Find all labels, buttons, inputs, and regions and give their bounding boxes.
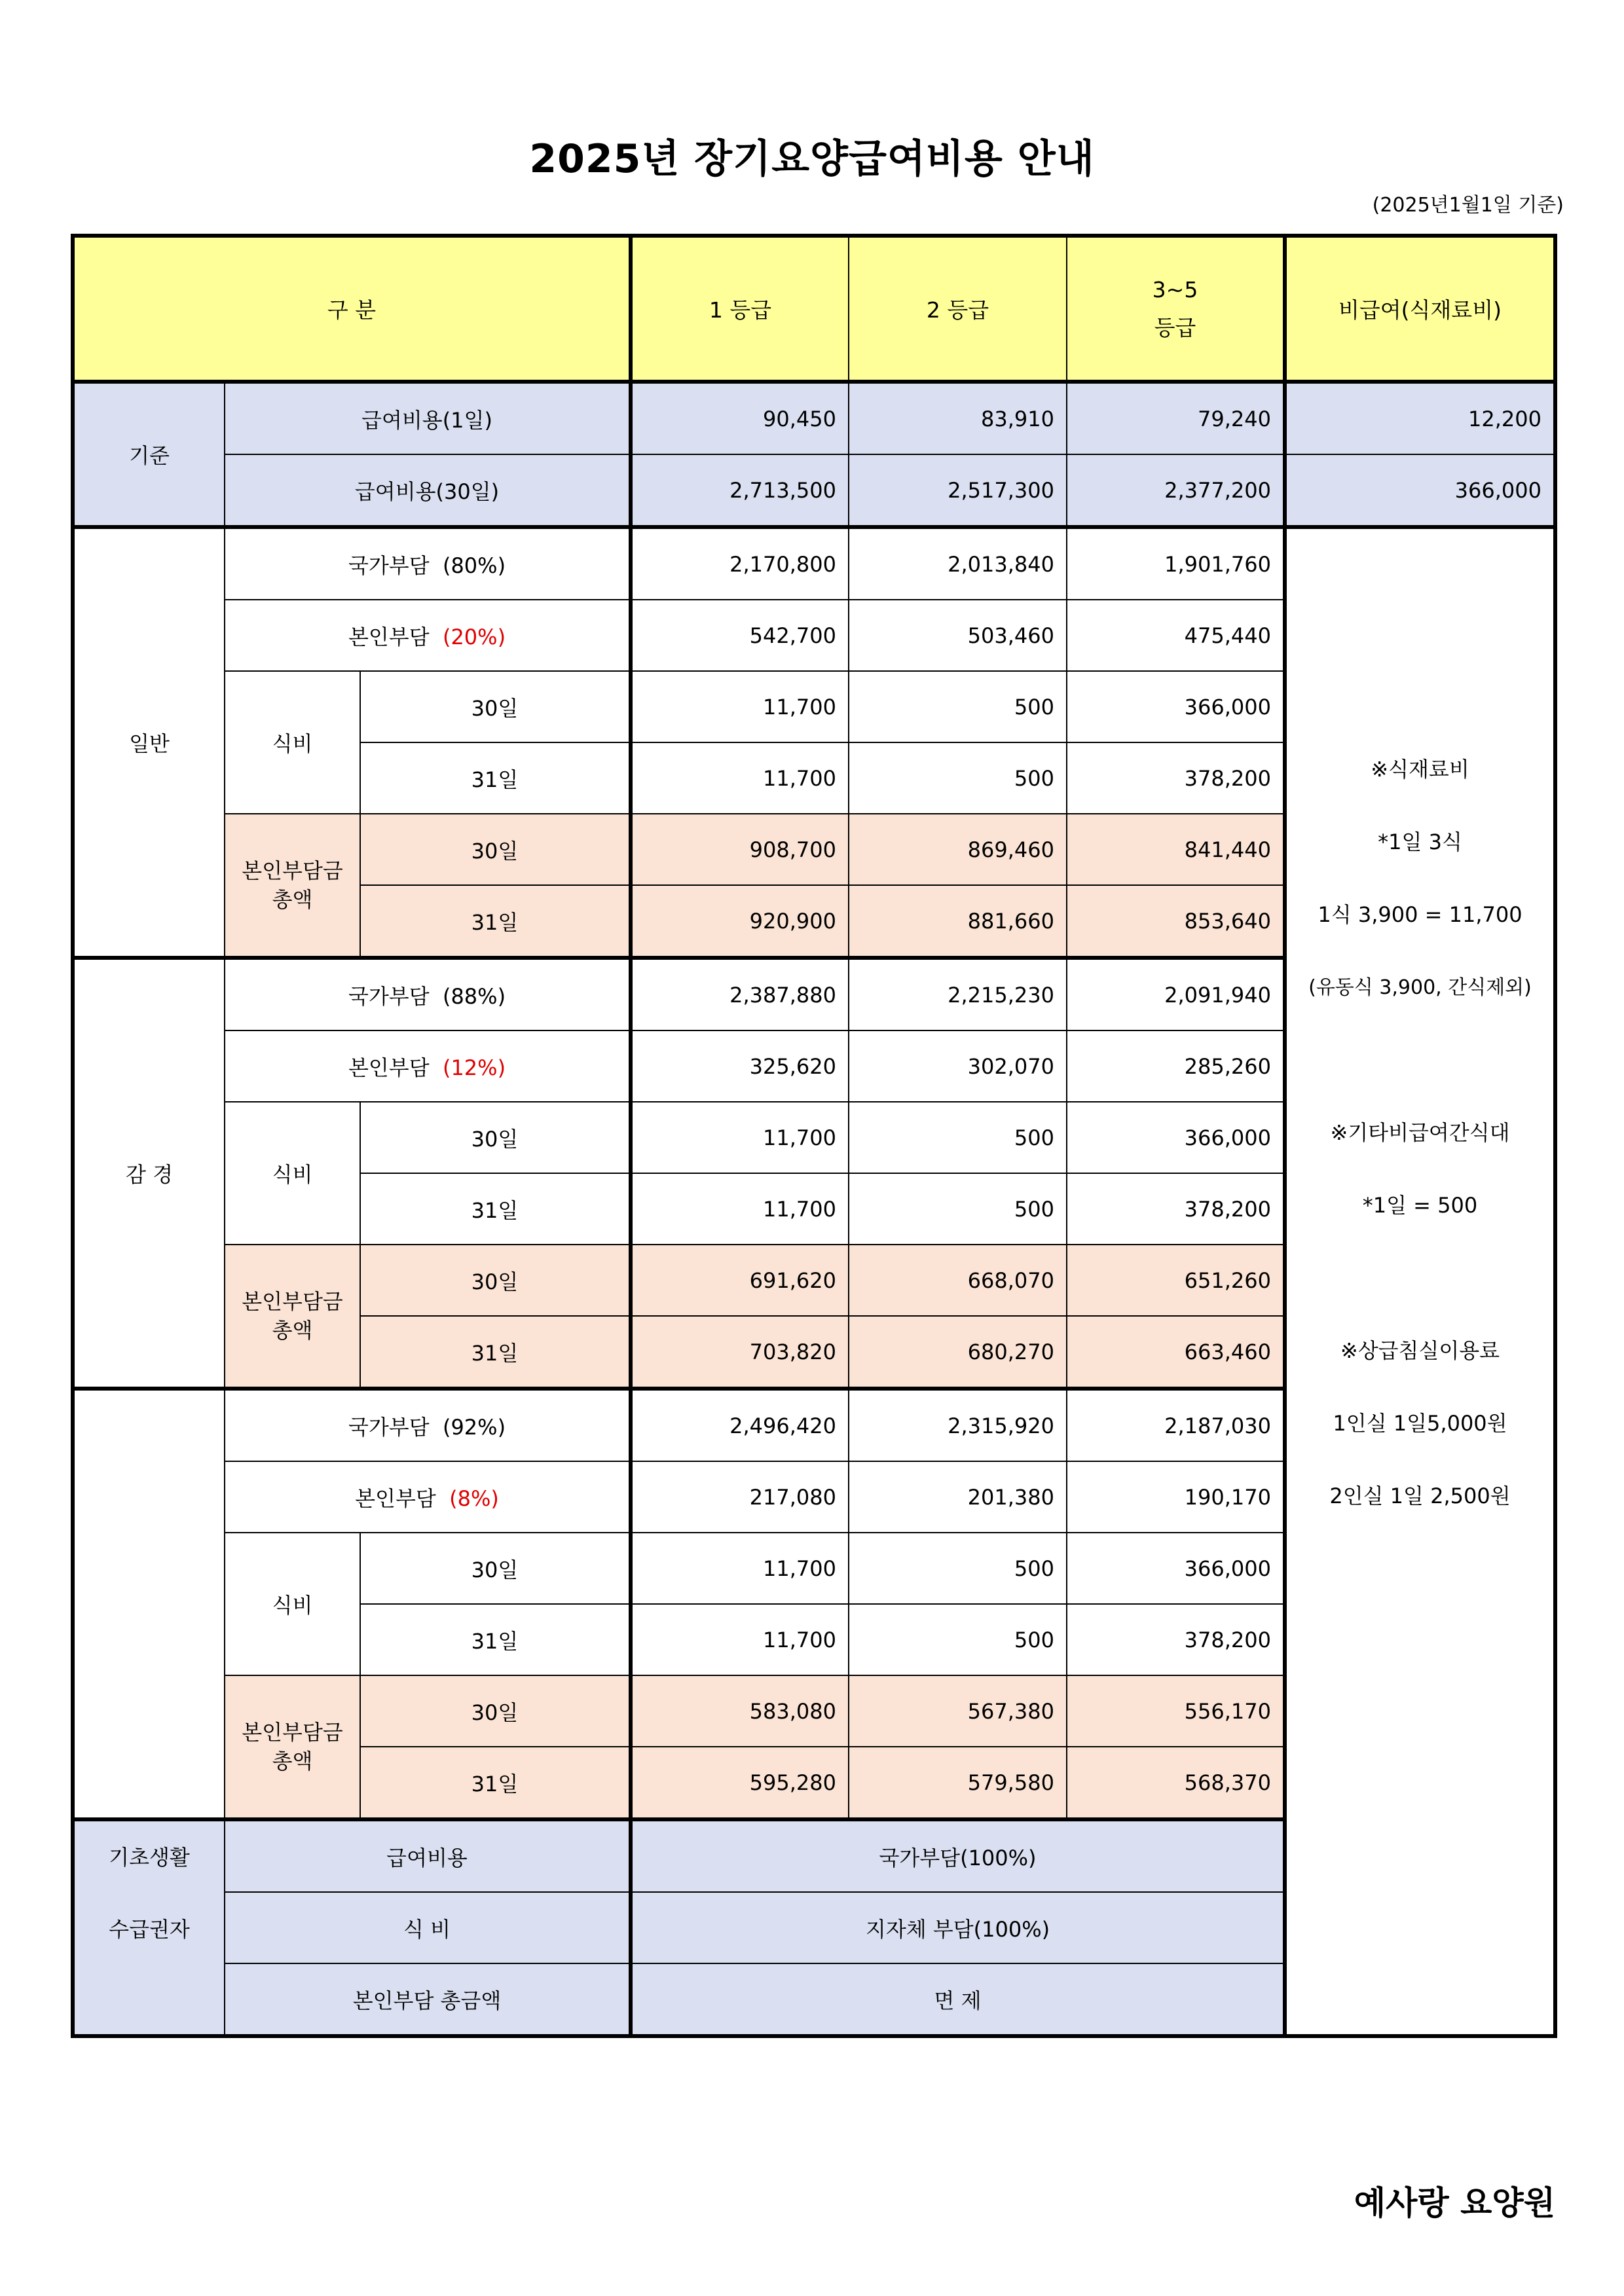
group3-self-g2: 201,380 <box>849 1461 1067 1533</box>
reduced-state-label: 국가부담 (88%) <box>225 958 631 1030</box>
reduced-state-g35: 2,091,940 <box>1067 958 1285 1030</box>
reduced-total31-g1: 703,820 <box>631 1316 849 1389</box>
group3-meal31-day: 31일 <box>360 1604 631 1675</box>
general-state-g2: 2,013,840 <box>849 527 1067 600</box>
general-state-g35: 1,901,760 <box>1067 527 1285 600</box>
general-total30-g35: 841,440 <box>1067 814 1285 885</box>
general-total30-g1: 908,700 <box>631 814 849 885</box>
standard-month-label: 급여비용(30일) <box>225 454 631 527</box>
reduced-total30-g35: 651,260 <box>1067 1245 1285 1316</box>
group3-meal30-g1: 11,700 <box>631 1533 849 1604</box>
general-self-g35: 475,440 <box>1067 600 1285 671</box>
header-grade35-line1: 3~5 <box>1152 276 1198 302</box>
header-grade35 <box>1067 236 1285 382</box>
standard-row-day <box>73 382 1555 454</box>
reduced-meal31-g1: 11,700 <box>631 1173 849 1245</box>
header-grade35-line2: 등급 <box>1154 314 1196 340</box>
reduced-meal30-g1: 11,700 <box>631 1102 849 1173</box>
general-meal30-g2: 500 <box>849 671 1067 742</box>
group3-total-label: 본인부담금 총액 <box>225 1675 360 1819</box>
general-total31-g35: 853,640 <box>1067 885 1285 958</box>
general-meal30-g1: 11,700 <box>631 671 849 742</box>
note-line: ※상급침실이용료 <box>1340 1338 1500 1363</box>
general-total31-g1: 920,900 <box>631 885 849 958</box>
reduced-total31-g2: 680,270 <box>849 1316 1067 1389</box>
group3-meal31-g1: 11,700 <box>631 1604 849 1675</box>
group3-self-label: 본인부담 (8%) <box>225 1461 631 1533</box>
group3-meal30-g2: 500 <box>849 1533 1067 1604</box>
note-line: 1인실 1일5,000원 <box>1333 1411 1507 1436</box>
general-total30-day: 30일 <box>360 814 631 885</box>
reduced-total-label: 본인부담금 총액 <box>225 1245 360 1389</box>
note-line: ※식재료비 <box>1371 757 1469 782</box>
general-state-row <box>73 527 1555 600</box>
group3-meal31-g2: 500 <box>849 1604 1067 1675</box>
general-self-label: 본인부담 (20%) <box>225 600 631 671</box>
general-state-label: 국가부담 (80%) <box>225 527 631 600</box>
group3-self-g35: 190,170 <box>1067 1461 1285 1533</box>
basic-benefit-value: 국가부담(100%) <box>631 1819 1285 1892</box>
general-meal-label: 식비 <box>225 671 360 814</box>
cost-table <box>71 234 1557 2038</box>
reduced-self-g2: 302,070 <box>849 1030 1067 1102</box>
standard-day-meal: 12,200 <box>1285 382 1555 454</box>
standard-day-label: 급여비용(1일) <box>225 382 631 454</box>
reduced-self-label: 본인부담 (12%) <box>225 1030 631 1102</box>
header-grade1: 1 등급 <box>631 236 849 382</box>
general-meal31-day: 31일 <box>360 742 631 814</box>
group3-meal30-g35: 366,000 <box>1067 1533 1285 1604</box>
basic-meal-value: 지자체 부담(100%) <box>631 1892 1285 1963</box>
reduced-self-g35: 285,260 <box>1067 1030 1285 1102</box>
reduced-meal30-g35: 366,000 <box>1067 1102 1285 1173</box>
notes-panel <box>1285 527 1555 2036</box>
reduced-total30-g2: 668,070 <box>849 1245 1067 1316</box>
general-meal31-g1: 11,700 <box>631 742 849 814</box>
group3-total30-g1: 583,080 <box>631 1675 849 1747</box>
standard-month-g1: 2,713,500 <box>631 454 849 527</box>
reduced-meal30-day: 30일 <box>360 1102 631 1173</box>
general-total31-g2: 881,660 <box>849 885 1067 958</box>
group3-meal-label: 식비 <box>225 1533 360 1675</box>
reduced-state-g1: 2,387,880 <box>631 958 849 1030</box>
note-line: ※기타비급여간식대 <box>1330 1120 1510 1145</box>
note-line <box>1299 1024 1541 1097</box>
note-line: *1일 3식 <box>1378 829 1462 854</box>
standard-day-g35: 79,240 <box>1067 382 1285 454</box>
note-line: 2인실 1일 2,500원 <box>1329 1484 1511 1508</box>
group3-total31-day: 31일 <box>360 1747 631 1819</box>
reduced-total31-g35: 663,460 <box>1067 1316 1285 1389</box>
group3-total31-g1: 595,280 <box>631 1747 849 1819</box>
standard-row-month <box>73 454 1555 527</box>
group3-total30-day: 30일 <box>360 1675 631 1747</box>
group-label-general: 일반 <box>73 527 225 958</box>
group3-total30-g35: 556,170 <box>1067 1675 1285 1747</box>
group3-total31-g2: 579,580 <box>849 1747 1067 1819</box>
basic-living-label: 기초생활 수급권자 <box>73 1819 225 2036</box>
general-total31-day: 31일 <box>360 885 631 958</box>
group3-state-g1: 2,496,420 <box>631 1389 849 1461</box>
group3-total31-g35: 568,370 <box>1067 1747 1285 1819</box>
basic-benefit-label: 급여비용 <box>225 1819 631 1892</box>
group3-state-g2: 2,315,920 <box>849 1389 1067 1461</box>
general-meal31-g2: 500 <box>849 742 1067 814</box>
group3-state-g35: 2,187,030 <box>1067 1389 1285 1461</box>
header-row <box>73 236 1555 382</box>
header-grade2: 2 등급 <box>849 236 1067 382</box>
reduced-total30-g1: 691,620 <box>631 1245 849 1316</box>
basis-date: (2025년1월1일 기준) <box>1372 194 1564 217</box>
standard-month-meal: 366,000 <box>1285 454 1555 527</box>
reduced-meal31-g2: 500 <box>849 1173 1067 1245</box>
reduced-total31-day: 31일 <box>360 1316 631 1389</box>
general-meal31-g35: 378,200 <box>1067 742 1285 814</box>
basic-total-value: 면 제 <box>631 1963 1285 2036</box>
header-non-covered: 비급여(식재료비) <box>1285 236 1555 382</box>
reduced-meal31-g35: 378,200 <box>1067 1173 1285 1245</box>
note-line <box>1299 1242 1541 1315</box>
group3-meal31-g35: 378,200 <box>1067 1604 1285 1675</box>
note-line: 1식 3,900 = 11,700 <box>1318 902 1522 927</box>
page-title: 2025년 장기요양급여비용 안내 <box>529 136 1095 182</box>
basic-total-label: 본인부담 총금액 <box>225 1963 631 2036</box>
reduced-total30-day: 30일 <box>360 1245 631 1316</box>
standard-month-g35: 2,377,200 <box>1067 454 1285 527</box>
general-state-g1: 2,170,800 <box>631 527 849 600</box>
general-meal30-g35: 366,000 <box>1067 671 1285 742</box>
general-self-g1: 542,700 <box>631 600 849 671</box>
standard-label: 기준 <box>73 382 225 527</box>
group3-self-g1: 217,080 <box>631 1461 849 1533</box>
reduced-state-g2: 2,215,230 <box>849 958 1067 1030</box>
group3-meal30-day: 30일 <box>360 1533 631 1604</box>
header-category: 구 분 <box>73 236 631 382</box>
note-line: *1일 = 500 <box>1362 1193 1478 1218</box>
general-self-g2: 503,460 <box>849 600 1067 671</box>
reduced-meal-label: 식비 <box>225 1102 360 1245</box>
group-label-third <box>73 1389 225 1819</box>
group3-state-label: 국가부담 (92%) <box>225 1389 631 1461</box>
group-label-reduced: 감 경 <box>73 958 225 1389</box>
group3-total30-g2: 567,380 <box>849 1675 1067 1747</box>
basic-meal-label: 식 비 <box>225 1892 631 1963</box>
reduced-meal30-g2: 500 <box>849 1102 1067 1173</box>
reduced-self-g1: 325,620 <box>631 1030 849 1102</box>
standard-day-g2: 83,910 <box>849 382 1067 454</box>
note-line: (유동식 3,900, 간식제외) <box>1308 976 1532 999</box>
general-total-label: 본인부담금 총액 <box>225 814 360 958</box>
reduced-meal31-day: 31일 <box>360 1173 631 1245</box>
standard-day-g1: 90,450 <box>631 382 849 454</box>
general-meal30-day: 30일 <box>360 671 631 742</box>
standard-month-g2: 2,517,300 <box>849 454 1067 527</box>
general-total30-g2: 869,460 <box>849 814 1067 885</box>
facility-name: 예사랑 요양원 <box>1354 2184 1555 2222</box>
